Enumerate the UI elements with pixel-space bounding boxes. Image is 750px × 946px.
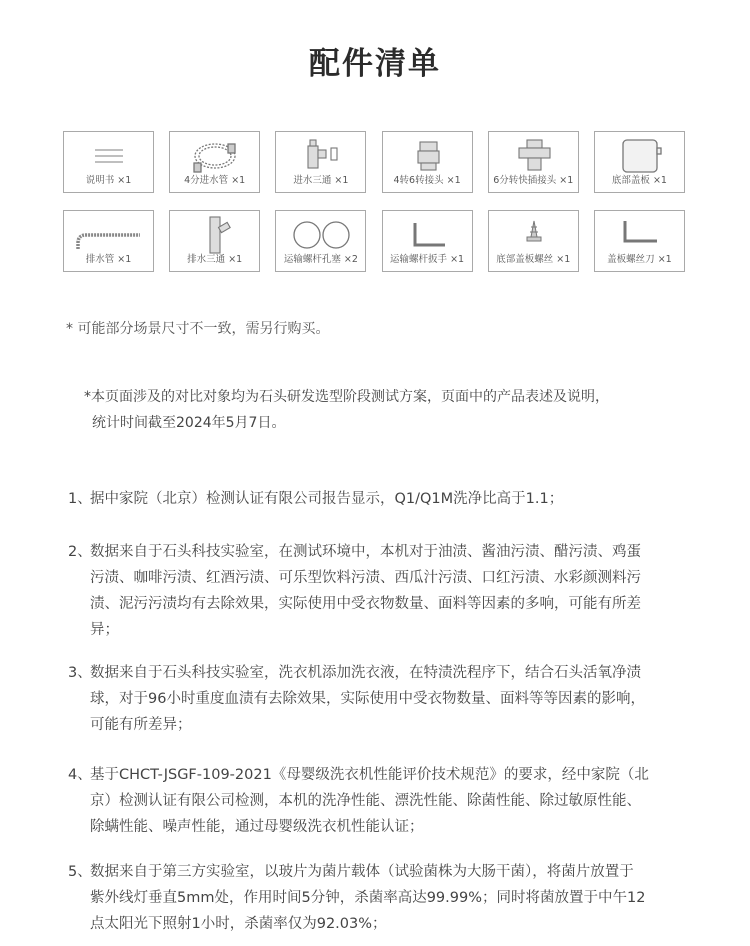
accessory-label: 底部盖板螺丝 ×1 [496,254,571,265]
claim-line: 紫外线灯垂直5mm处，作用时间5分钟，杀菌率高达99.99%；同时将菌放置于中午12 [90,890,646,906]
claim-line: 数据来自于石头科技实验室，洗衣机添加洗衣液，在特渍洗程序下，结合石头活氧净渍 [90,665,641,681]
claim-number: 2、 [68,544,92,560]
claim-line: 数据来自于石头科技实验室，在测试环境中，本机对于油渍、酱油污渍、醋污渍、鸡蛋 [90,544,641,560]
manual-icon [64,136,155,176]
disclaimer-line-2: 统计时间截至2024年5月7日。 [92,415,286,431]
claim-item [68,859,688,937]
claim-item [68,539,688,643]
accessory-label: 4转6转接头 ×1 [393,175,461,186]
accessory-drain-hose [63,210,154,272]
accessory-label: 运输螺杆扳手 ×1 [390,254,465,265]
claim-line: 异； [90,622,119,638]
claim-line: 点太阳光下照射1小时，杀菌率仅为92.03%； [90,916,387,932]
accessory-label: 6分转快插接头 ×1 [493,175,574,186]
accessory-bottom-cover [594,131,685,193]
accessory-quick-connector [488,131,579,193]
accessory-drain-tee [169,210,260,272]
disclaimer-note [84,384,704,436]
page-title: 配件清单 [309,46,441,82]
accessory-bolt-plug [275,210,366,272]
claim-number: 5、 [68,864,92,880]
claim-line: 球，对于96小时重度血渍有去除效果，实际使用中受衣物数量、面料等等因素的影响， [90,691,645,707]
adapter-4-6-icon [383,136,474,176]
drain-tee-icon [170,215,261,255]
bottom-cover-icon [595,136,686,176]
drain-hose-icon [64,215,155,255]
accessory-label: 进水三通 ×1 [293,175,349,186]
claim-line: 京）检测认证有限公司检测，本机的洗净性能、漂洗性能、除菌性能、除过敏原性能、 [90,793,641,809]
bolt-hole-plug-icon [276,215,367,255]
claim-number: 3、 [68,665,92,681]
accessory-inlet-hose [169,131,260,193]
accessory-cover-screw [488,210,579,272]
inlet-tee-icon [276,136,367,176]
accessory-inlet-tee [275,131,366,193]
accessory-adapter [382,131,473,193]
claim-item [68,660,688,738]
accessory-label: 运输螺杆孔塞 ×2 [283,254,358,265]
claim-line: 基于CHCT-JSGF-109-2021《母婴级洗衣机性能评价技术规范》的要求，经中家院（北 [90,767,649,783]
claim-item [68,486,688,512]
accessory-label: 排水管 ×1 [85,254,132,265]
scene-note: * 可能部分场景尺寸不一致，需另行购买。 [66,321,330,337]
accessory-bolt-wrench [382,210,473,272]
accessory-row-1 [63,131,685,193]
claim-line: 渍、泥污污渍均有去除效果，实际使用中受衣物数量、面料等因素的多响，可能有所差 [90,596,641,612]
accessory-label: 4分进水管 ×1 [184,175,246,186]
claim-line: 据中家院（北京）检测认证有限公司报告显示，Q1/Q1M洗净比高于1.1； [90,491,564,507]
cover-screw-icon [489,215,580,255]
accessory-row-2 [63,210,685,272]
claim-line: 数据来自于第三方实验室，以玻片为菌片载体（试验菌株为大肠干菌），将菌片放置于 [90,864,634,880]
accessory-label: 底部盖板 ×1 [611,175,667,186]
accessory-label: 说明书 ×1 [85,175,132,186]
claim-number: 1、 [68,491,92,507]
claim-item [68,762,688,840]
accessory-screwdriver [594,210,685,272]
accessory-manual [63,131,154,193]
quick-connector-icon [489,136,580,176]
inlet-hose-icon [170,136,261,176]
claim-number: 4、 [68,767,92,783]
accessory-grid [63,131,685,289]
bolt-wrench-icon [383,215,474,255]
claim-line: 除螨性能、噪声性能，通过母婴级洗衣机性能认证； [90,819,424,835]
accessory-label: 盖板螺丝刀 ×1 [607,254,672,265]
claim-line: 污渍、咖啡污渍、红酒污渍、可乐型饮料污渍、西瓜汁污渍、口红污渍、水彩颜测料污 [90,570,641,586]
accessory-label: 排水三通 ×1 [187,254,243,265]
screwdriver-icon [595,215,686,255]
claim-line: 可能有所差异； [90,717,192,733]
disclaimer-line-1: *本页面涉及的对比对象均为石头研发选型阶段测试方案，页面中的产品表述及说明， [84,389,609,405]
